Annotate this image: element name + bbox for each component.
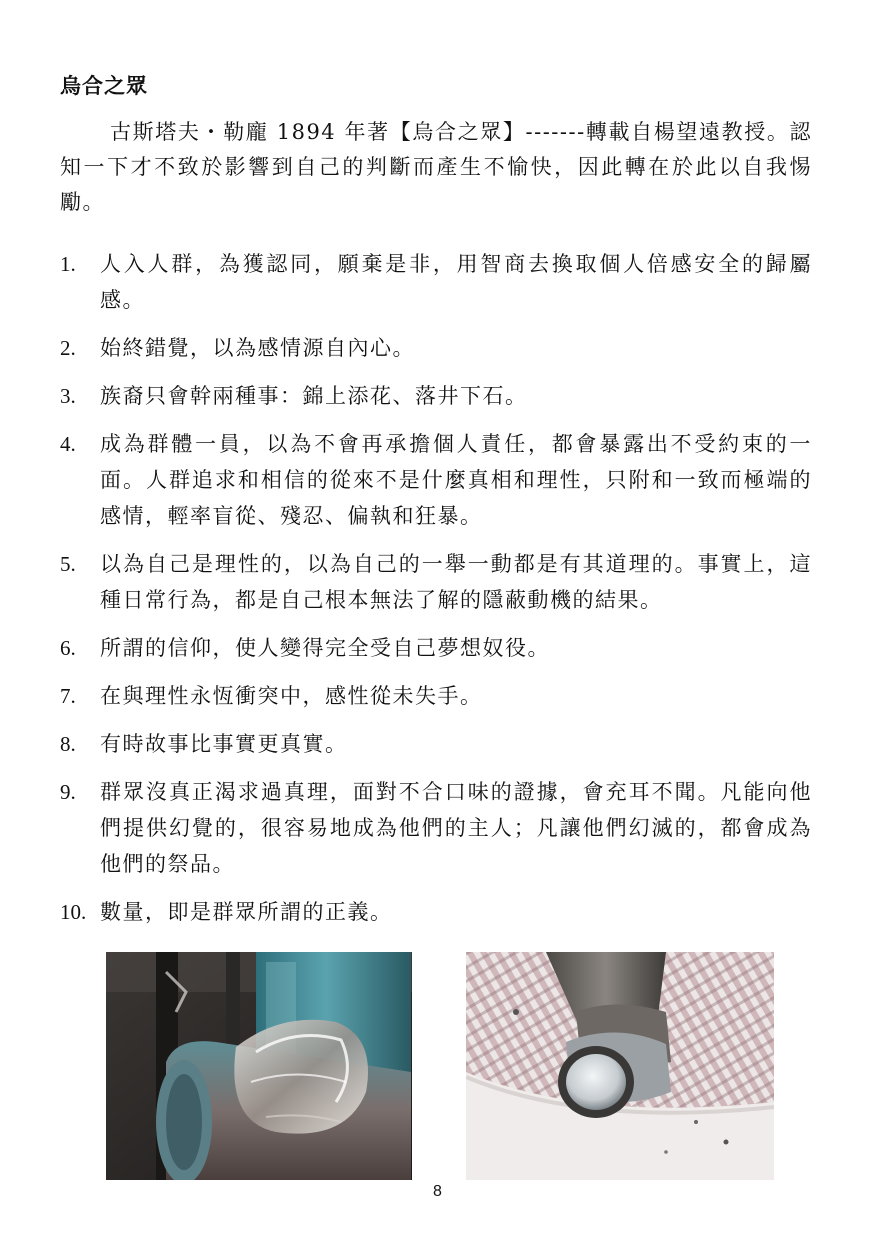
list-item-text: 數量，即是群眾所謂的正義。 (100, 900, 393, 924)
list-item (60, 378, 812, 414)
list-item-text: 人入人群，為獲認同，願棄是非，用智商去換取個人倍感安全的歸屬感。 (100, 252, 812, 312)
welded-pipe-illustration (106, 952, 412, 1180)
list-item-number: 9. (60, 780, 76, 804)
list-item (60, 894, 812, 930)
list-item-number: 3. (60, 384, 76, 408)
page-title: 烏合之眾 (60, 74, 148, 98)
list-item-number: 6. (60, 636, 76, 660)
list-item (60, 426, 812, 534)
list-item (60, 246, 812, 318)
list-item (60, 630, 812, 666)
list-item-number: 1. (60, 252, 76, 276)
rod-end-illustration (466, 952, 774, 1180)
welded-pipe-photo (106, 952, 412, 1180)
list-item-text: 以為自己是理性的，以為自己的一舉一動都是有其道理的。事實上，這種日常行為，都是自己根本無法了解的隱蔽動機的結果。 (100, 552, 812, 612)
list-item-number: 5. (60, 552, 76, 576)
list-item-text: 始終錯覺，以為感情源自內心。 (100, 336, 415, 360)
page-number: 8 (433, 1183, 442, 1200)
list-item-number: 2. (60, 336, 76, 360)
list-item (60, 678, 812, 714)
rules-list (60, 246, 812, 942)
list-item-number: 10. (60, 900, 87, 924)
list-item-number: 4. (60, 432, 76, 456)
list-item-text: 所謂的信仰，使人變得完全受自己夢想奴役。 (100, 636, 550, 660)
list-item (60, 726, 812, 762)
list-item-text: 有時故事比事實更真實。 (100, 732, 348, 756)
list-item (60, 546, 812, 618)
rod-end-photo (466, 952, 774, 1180)
intro-paragraph: 古斯塔夫・勒龐 1894 年著【烏合之眾】-------轉載自楊望遠教授。認知一下才不致於影響到自己的判斷而產生不愉快，因此轉在於此以自我惕勵。 (60, 120, 812, 214)
list-item-number: 7. (60, 684, 76, 708)
list-item-number: 8. (60, 732, 76, 756)
list-item (60, 330, 812, 366)
list-item-text: 族裔只會幹兩種事：錦上添花、落井下石。 (100, 384, 528, 408)
list-item-text: 群眾沒真正渴求過真理，面對不合口味的證據，會充耳不聞。凡能向他們提供幻覺的，很容易地成為他們的主人；凡讓他們幻滅的，都會成為他們的祭品。 (100, 780, 812, 876)
list-item-text: 在與理性永恆衝突中，感性從未失手。 (100, 684, 483, 708)
list-item (60, 774, 812, 882)
list-item-text: 成為群體一員，以為不會再承擔個人責任，都會暴露出不受約束的一面。人群追求和相信的從來不是什麼真相和理性，只附和一致而極端的感情，輕率盲從、殘忍、偏執和狂暴。 (100, 432, 812, 528)
